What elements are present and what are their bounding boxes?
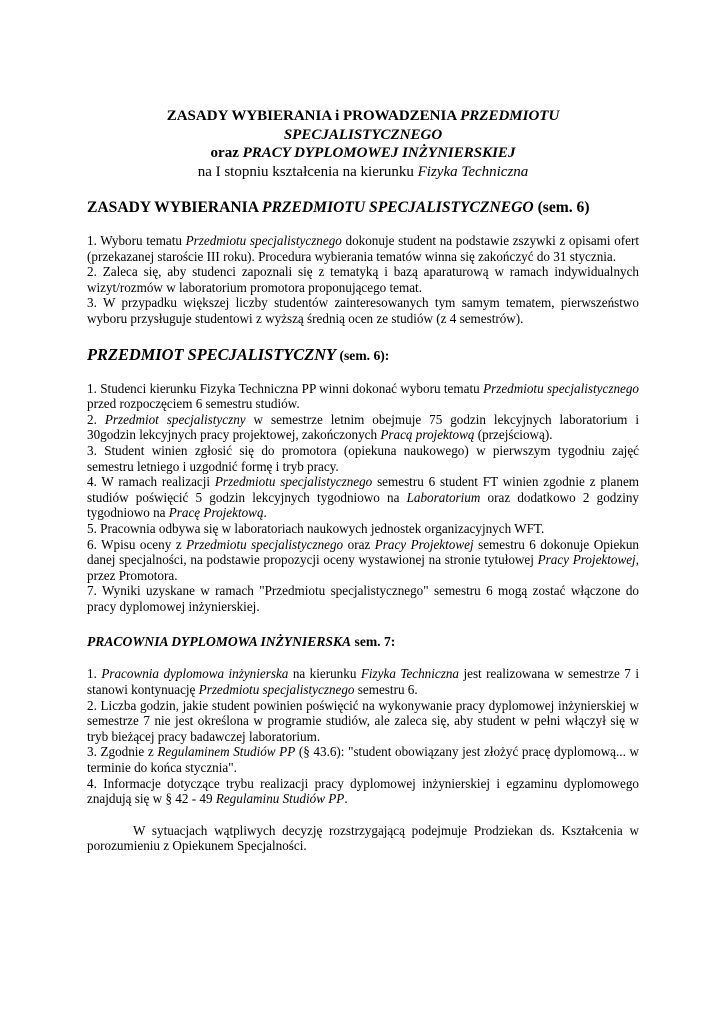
section-3-heading-b: sem. 7: — [351, 634, 396, 650]
s2p4b: Przedmiotu specjalistycznego — [214, 474, 373, 490]
section-2-item-2 — [87, 412, 639, 443]
section-2-item-7: 7. Wyniki uzyskane w ramach "Przedmiotu specjalistycznego" semestru 6 mogą zostać włączone do pracy dyplomowej inżynierskiej. — [87, 583, 639, 614]
s2p6a: 6. Wpisu oceny z — [87, 536, 187, 552]
s2p4e: oraz dodatkowo 2 godziny tygodniowo na — [87, 489, 639, 521]
s3p1g: semestru 6. — [354, 682, 418, 698]
s2p6g: , przez Promotora. — [87, 552, 640, 583]
s2p4d: Laboratorium — [406, 489, 481, 505]
s3p4b: Regulaminu Studiów PP — [215, 791, 345, 807]
title-line-3-bold: oraz — [210, 145, 243, 161]
s3p1f: Przedmiotu specjalistycznego — [198, 682, 355, 698]
title-line-4-text: na I stopniu kształcenia na kierunku — [197, 163, 418, 180]
s3p1a: 1. — [87, 666, 102, 682]
section-2-item-3: 3. Student winien zgłosić się do promotora (opiekuna naukowego) w pierwszym tygodniu zajęć semestru letniego i uzgodnić formę i tryb pracy. — [87, 442, 639, 474]
section-1-heading-a: ZASADY WYBIERANIA — [87, 199, 263, 216]
s2p4f: Pracę Projektową — [168, 505, 264, 521]
s2p6f: Pracy Projektowej — [537, 552, 636, 568]
title-line-1-bold: ZASADY WYBIERANIA i PROWADZENIA — [166, 108, 461, 124]
title-line-1 — [87, 107, 639, 126]
s2p6d: Pracy Projektowej — [374, 536, 474, 552]
section-1-heading-c: (sem. 6) — [533, 199, 590, 216]
document-title — [87, 107, 639, 181]
s3p3b: Regulaminem Studiów PP — [157, 744, 296, 760]
section-1-item-3: 3. W przypadku większej liczby studentów zainteresowanych tym samym tematem, pierwszeństwo wyboru przysługuje studentowi z wyższą średnią ocen ze studiów (z 4 semestrów). — [87, 295, 639, 326]
s3p1e: jest realizowana w semestrze 7 i stanowi kontynuację — [87, 666, 639, 698]
section-3-item-2: 2. Liczba godzin, jakie student powinien poświęcić na wykonywanie pracy dyplomowej inżynierskiej w semestrze 7 nie jest określona w programie studiów, ale zaleca się, aby student w pełni włączył się w tryb bieżącej pracy badawczej laboratorium. — [87, 697, 639, 744]
s2p4g: . — [263, 505, 267, 521]
section-2-item-1 — [87, 381, 639, 412]
s2p2e: (przejściową). — [474, 427, 553, 443]
s1p1b: Przedmiotu specjalistycznego — [185, 233, 342, 248]
section-2-item-6 — [87, 537, 639, 584]
s2p2c: w semestrze letnim obejmuje 75 godzin lekcyjnych laboratorium i 30godzin lekcyjnych pracy projektowej, zakończonych — [87, 411, 640, 443]
title-line-4 — [87, 163, 639, 182]
section-3-body — [87, 666, 639, 806]
s2p2b: Przedmiot specjalistyczny — [104, 411, 246, 427]
s2p1c: przed rozpoczęciem 6 semestru studiów. — [87, 396, 300, 412]
s2p6b: Przedmiotu specjalistycznego — [186, 536, 344, 552]
title-line-4-italic: Fizyka Techniczna — [417, 163, 529, 180]
section-2-heading-a: PRZEDMIOT SPECJALISTYCZNY — [87, 344, 337, 364]
section-2-body — [87, 381, 639, 615]
title-line-2-italic: SPECJALISTYCZNEGO — [283, 126, 443, 143]
s2p1b: Przedmiotu specjalistycznego — [483, 380, 639, 396]
section-3-item-4 — [87, 776, 639, 807]
section-3-heading-a: PRACOWNIA DYPLOMOWA INŻYNIERSKA — [87, 634, 352, 650]
section-3-item-1 — [87, 666, 639, 697]
s1p1a: 1. Wyboru tematu — [87, 233, 186, 248]
section-1-heading — [87, 198, 639, 217]
s1p1c: dokonuje student na podstawie zszywki z opisami ofert (przekazanej staroście III roku). Procedura wybierania tematów winna się zakończyć do 31 stycznia. — [87, 233, 639, 264]
s2p2a: 2. — [87, 411, 105, 427]
section-2-heading-b: (sem. 6): — [336, 347, 390, 363]
s3p3c: (§ 43.6): "student obowiązany jest złożyć pracę dyplomową... w terminie do końca stycznia". — [87, 744, 639, 776]
section-2-heading — [87, 345, 639, 365]
section-1-heading-b: PRZEDMIOTU SPECJALISTYCZNEGO — [262, 199, 534, 216]
section-2-item-4 — [87, 474, 639, 521]
title-line-1-italic: PRZEDMIOTU — [460, 108, 560, 124]
s3p1b: Pracownia dyplomowa inżynierska — [101, 666, 289, 682]
s2p6c: oraz — [343, 536, 375, 552]
closing-paragraph: W sytuacjach wątpliwych decyzję rozstrzygającą podejmuje Prodziekan ds. Kształcenia w porozumieniu z Opiekunem Specjalności. — [87, 822, 639, 854]
s2p4a: 4. W ramach realizacji — [87, 474, 215, 490]
section-3-heading — [87, 633, 639, 650]
title-line-3 — [87, 144, 639, 163]
s2p2d: Pracą projektową — [380, 427, 475, 443]
section-3-item-3 — [87, 744, 639, 775]
s3p4a: 4. Informacje dotyczące trybu realizacji pracy dyplomowej inżynierskiej i egzaminu dyplomowego znajdują się w § 42 - 49 — [87, 775, 639, 807]
section-1-body — [87, 233, 639, 327]
s3p1d: Fizyka Techniczna — [360, 666, 459, 682]
section-1-item-1 — [87, 233, 639, 264]
section-2-item-5: 5. Pracownia odbywa się w laboratoriach naukowych jednostek organizacyjnych WFT. — [87, 520, 545, 536]
title-line-3-italic: PRACY DYPLOMOWEJ INŻYNIERSKIEJ — [242, 145, 516, 161]
s2p4c: semestru 6 student FT winien zgodnie z planem studiów poświęcić 5 godzin lekcyjnych tygodniowo na — [87, 474, 640, 505]
s2p6e: semestru 6 dokonuje Opiekun danej specjalności, na podstawie propozycji oceny wystawionej na stronie tytułowej — [87, 536, 639, 568]
s2p1a: 1. Studenci kierunku Fizyka Techniczna PP winni dokonać wyboru tematu — [87, 380, 484, 396]
s3p3a: 3. Zgodnie z — [87, 744, 158, 760]
s3p4c: . — [344, 791, 348, 807]
title-line-2 — [87, 126, 639, 145]
s3p1c: na kierunku — [288, 666, 361, 682]
section-1-item-2: 2. Zaleca się, aby studenci zapoznali się z tematyką i bazą aparaturową w ramach indywidualnych wizyt/rozmów w laboratorium promotora proponującego temat. — [87, 264, 639, 295]
